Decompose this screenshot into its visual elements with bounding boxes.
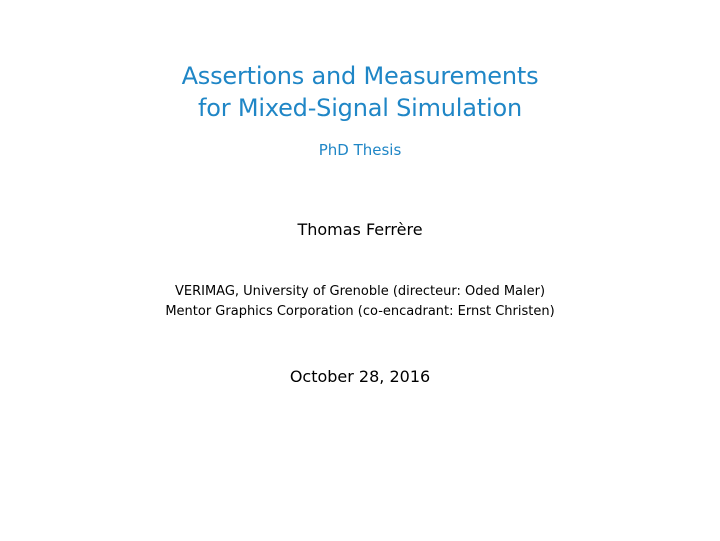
author-name: Thomas Ferrère xyxy=(297,220,423,239)
title-line-2: for Mixed-Signal Simulation xyxy=(198,94,522,122)
title-line-1: Assertions and Measurements xyxy=(181,62,539,90)
institute-2: Mentor Graphics Corporation (co-encadrant: Ernst Christen) xyxy=(165,304,555,319)
presentation-title xyxy=(0,60,720,124)
institute-list xyxy=(0,282,720,322)
presentation-date: October 28, 2016 xyxy=(289,367,431,386)
institute-1: VERIMAG, University of Grenoble (directeur: Oded Maler) xyxy=(174,284,546,299)
presentation-subtitle: PhD Thesis xyxy=(318,141,402,159)
